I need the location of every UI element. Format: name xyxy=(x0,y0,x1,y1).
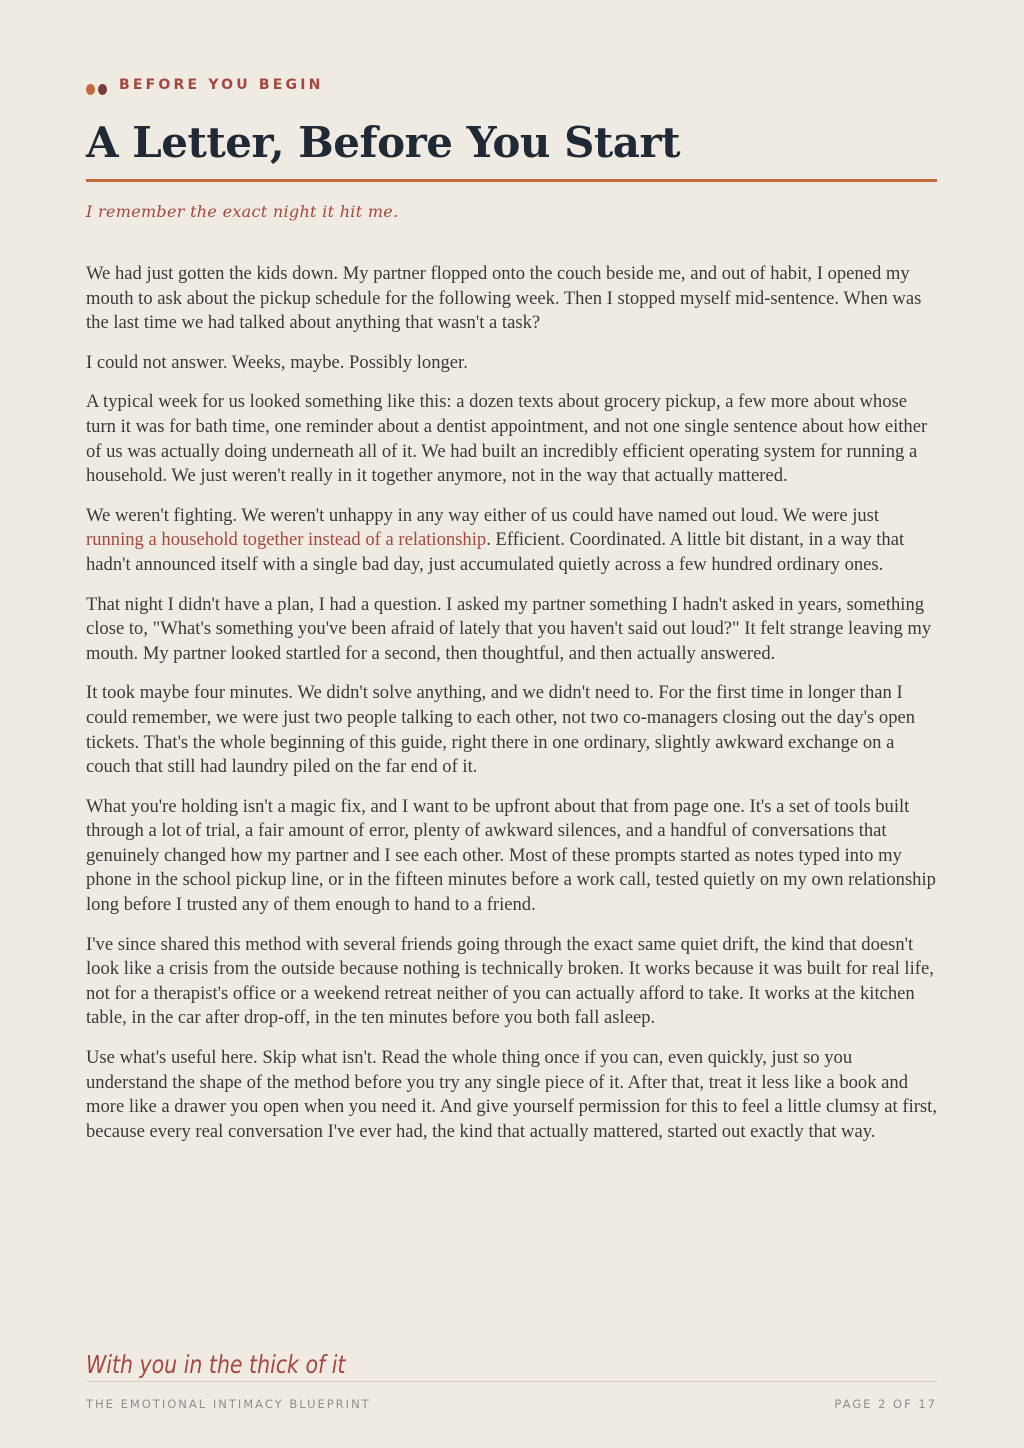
signoff: With you in the thick of it xyxy=(86,1350,346,1379)
orange-dot-icon xyxy=(86,84,95,95)
paragraph-text: We weren't fighting. We weren't unhappy in any way either of us could have named out loud. We were just xyxy=(86,504,880,526)
paragraph: That night I didn't have a plan, I had a question. I asked my partner something I hadn't asked in years, something close to, "What's something you've been afraid of lately that you haven't said out loud?" It felt strange leaving my mouth. My partner looked startled for a second, then thoughtful, and then actually answered. xyxy=(86,593,932,664)
paragraph: We had just gotten the kids down. My partner flopped onto the couch beside me, and out of habit, I opened my mouth to ask about the pickup schedule for the following week. Then I stopped myself mid-sentence. When was the last time we had talked about anything that wasn't a task? xyxy=(86,263,922,334)
paragraph xyxy=(86,504,937,578)
document-page xyxy=(86,0,937,1448)
epigraph: I remember the exact night it hit me. xyxy=(86,202,399,221)
page-title: A Letter, Before You Start xyxy=(86,118,681,167)
paragraph: Use what's useful here. Skip what isn't. Read the whole thing once if you can, even quickly, just so you understand the shape of the method before you try any single piece of it. After that, treat it less like a book and more like a drawer you open when you need it. And give yourself permission for this to feel a little clumsy at first, because every real conversation I've ever had, the kind that actually mattered, started out exactly that way. xyxy=(86,1047,937,1142)
footer-page-number: PAGE 2 OF 17 xyxy=(834,1397,937,1411)
maroon-dot-icon xyxy=(98,84,107,95)
letter-body xyxy=(86,262,937,1159)
paragraph: I could not answer. Weeks, maybe. Possibly longer. xyxy=(86,351,468,373)
decorative-dots-icon xyxy=(86,84,107,95)
eyebrow-label: BEFORE YOU BEGIN xyxy=(119,76,324,93)
highlighted-phrase: running a household together instead of a relationship xyxy=(86,529,487,551)
paragraph: What you're holding isn't a magic fix, and I want to be upfront about that from page one. It's a set of tools built through a lot of trial, a fair amount of error, plenty of awkward silences, and a handful of conversations that genuinely changed how my partner and I see each other. Most of these prompts started as notes typed into my phone in the school pickup line, or in the fifteen minutes before a work call, tested quietly on my own relationship long before I trusted any of them enough to hand to a friend. xyxy=(86,795,936,916)
footer-divider xyxy=(86,1381,937,1382)
title-divider xyxy=(86,179,937,182)
footer-book-title: THE EMOTIONAL INTIMACY BLUEPRINT xyxy=(86,1397,371,1411)
paragraph-text: . Efficient. Coordinated. A little bit distant, in a way that hadn't announced itself with a single bad day, just accumulated quietly across a few hundred ordinary ones. xyxy=(86,529,905,575)
paragraph: I've since shared this method with several friends going through the exact same quiet drift, the kind that doesn't look like a crisis from the outside because nothing is technically broken. It works because it was built for real life, not for a therapist's office or a weekend retreat neither of you can actually afford to take. It works at the kitchen table, in the car after drop-off, in the ten minutes before you both fall asleep. xyxy=(86,933,934,1029)
paragraph: A typical week for us looked something like this: a dozen texts about grocery pickup, a few more about whose turn it was for bath time, one reminder about a dentist appointment, and not one single sentence about how either of us was actually doing underneath all of it. We had built an incredibly efficient operating system for running a household. We just weren't really in it together anymore, not in the way that actually mattered. xyxy=(86,391,928,487)
section-eyebrow xyxy=(86,74,324,95)
paragraph: It took maybe four minutes. We didn't solve anything, and we didn't need to. For the first time in longer than I could remember, we were just two people talking to each other, not two co-managers closing out the day's open tickets. That's the whole beginning of this guide, right there in one ordinary, slightly awkward exchange on a couch that still had laundry piled on the far end of it. xyxy=(86,682,916,778)
